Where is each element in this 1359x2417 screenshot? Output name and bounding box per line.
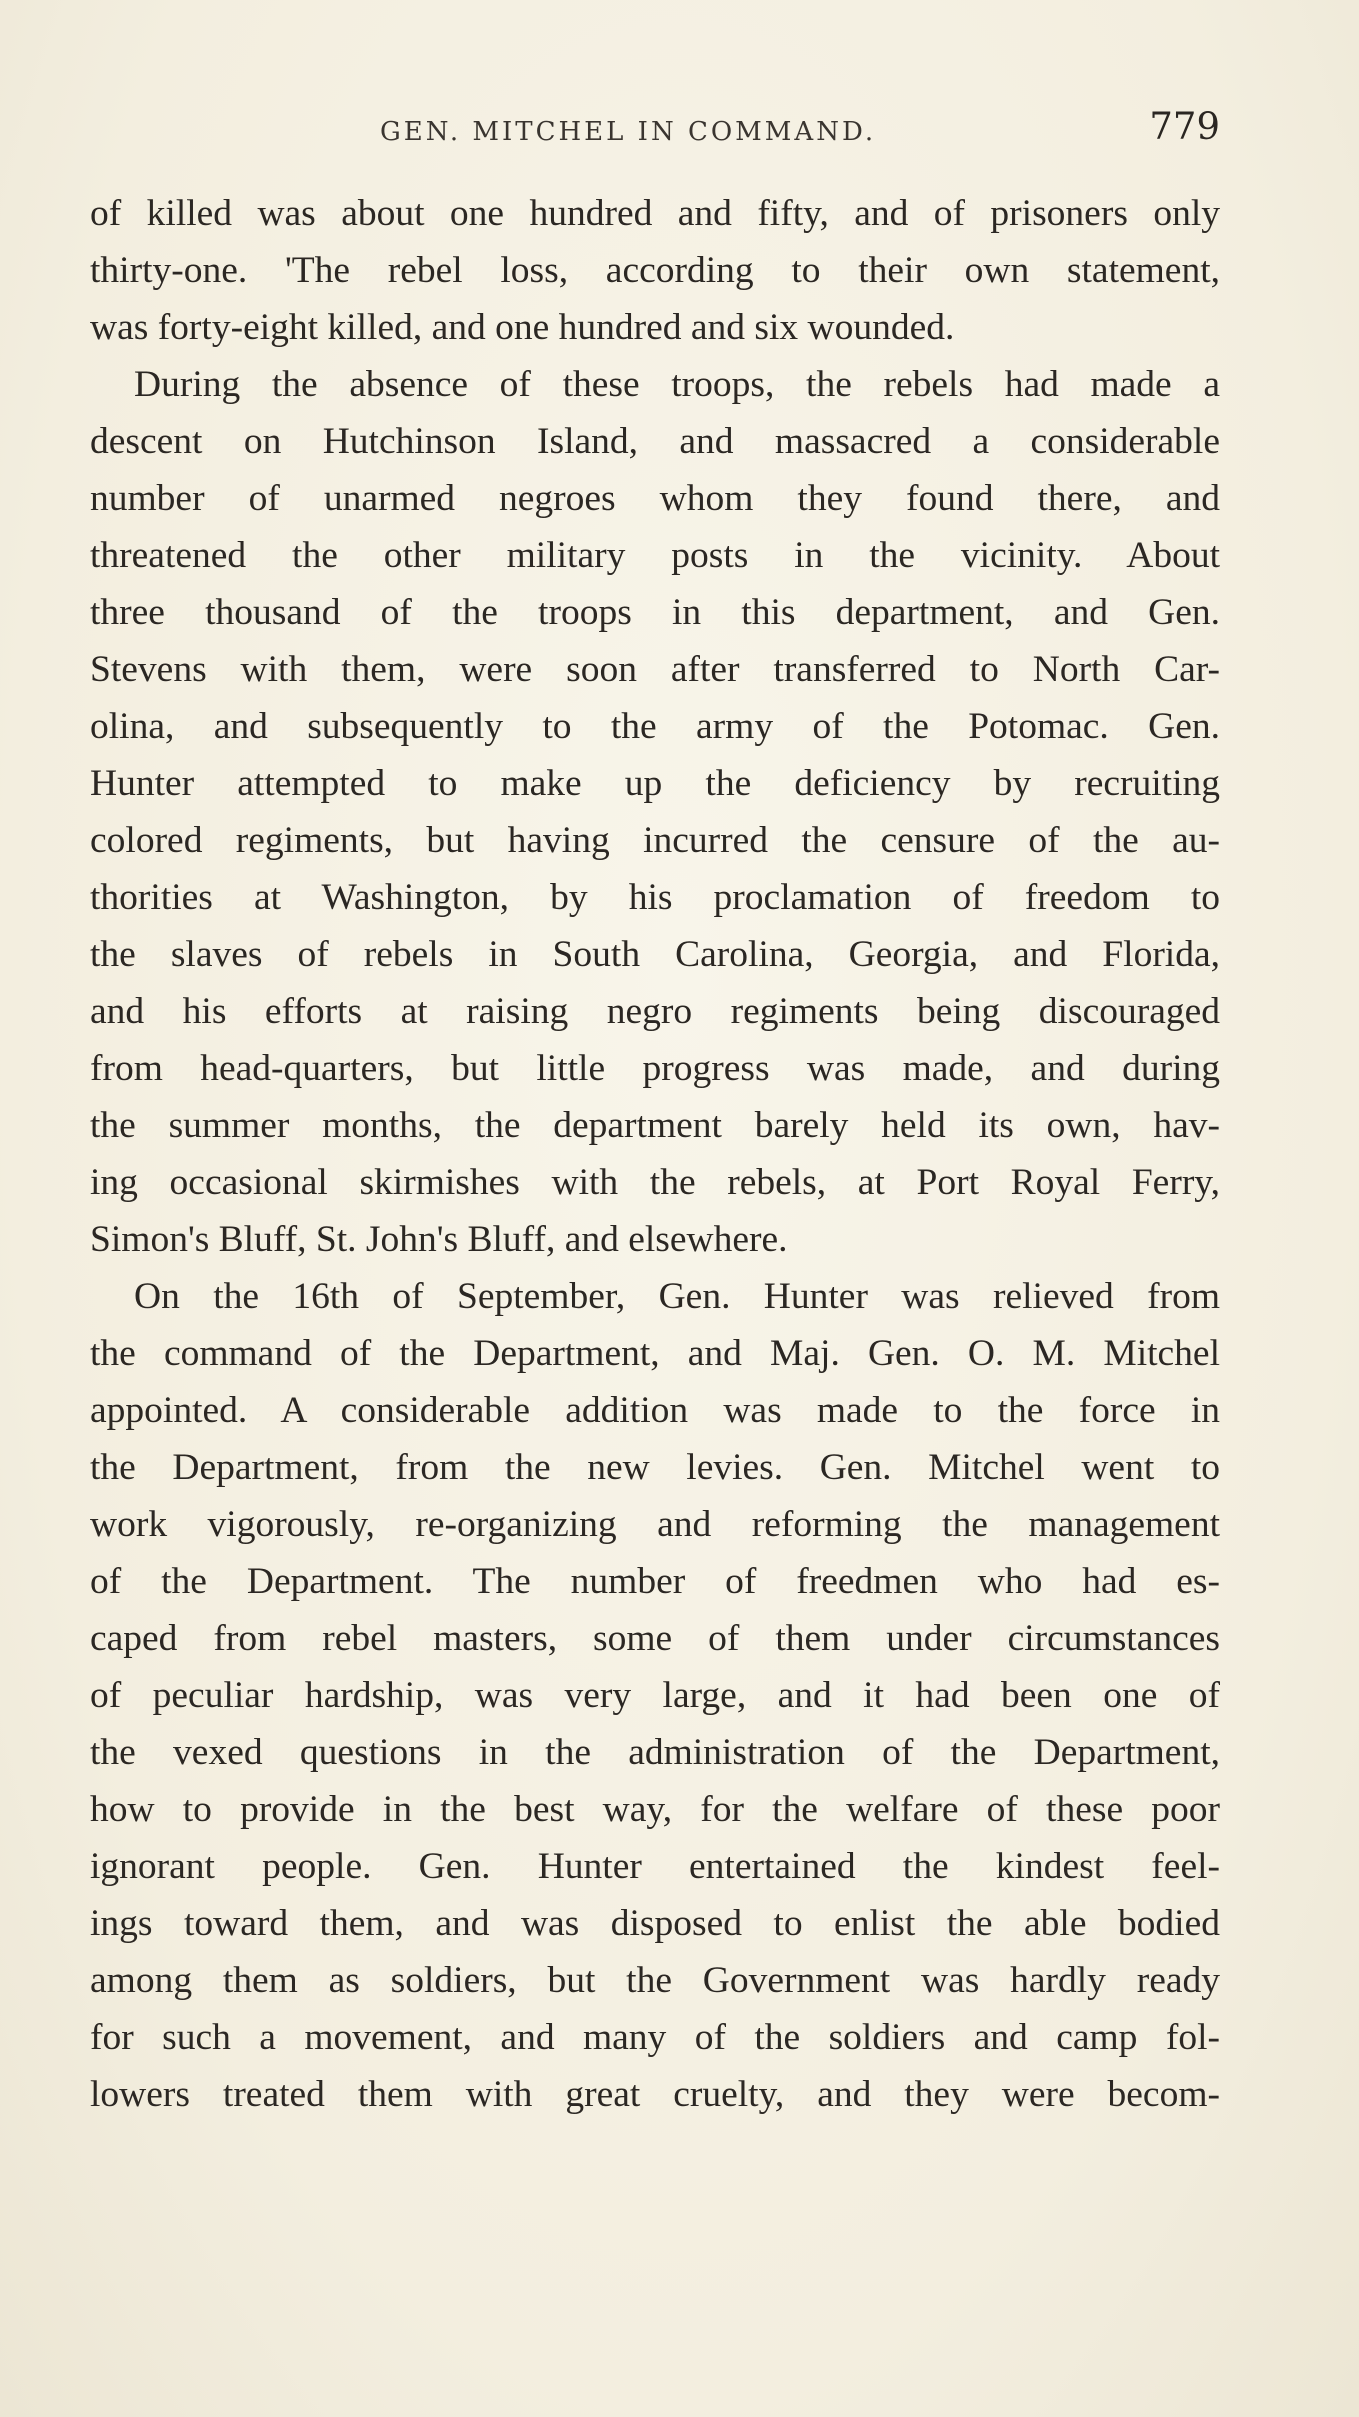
text-line: descent on Hutchinson Island, and massacred a considerable xyxy=(90,421,1220,462)
paragraph-3 xyxy=(90,1268,1220,2123)
text-line: On the 16th of September, Gen. Hunter was relieved from xyxy=(134,1276,1220,1317)
text-line: the Department, from the new levies. Gen. Mitchel went to xyxy=(90,1447,1220,1488)
text-line: from head-quarters, but little progress was made, and during xyxy=(90,1048,1220,1089)
paragraph-1 xyxy=(90,185,1220,356)
text-line: number of unarmed negroes whom they found there, and xyxy=(90,478,1220,519)
text-line: work vigorously, re-organizing and reforming the management xyxy=(90,1504,1220,1545)
text-line: the slaves of rebels in South Carolina, Georgia, and Florida, xyxy=(90,934,1220,975)
paragraph-2 xyxy=(90,356,1220,1268)
text-line: appointed. A considerable addition was made to the force in xyxy=(90,1390,1220,1431)
running-head: GEN. MITCHEL IN COMMAND. xyxy=(380,117,877,147)
text-line: and his efforts at raising negro regiments being discouraged xyxy=(90,991,1220,1032)
body-text xyxy=(90,185,1220,2123)
text-line: During the absence of these troops, the rebels had made a xyxy=(134,364,1220,405)
text-line: Stevens with them, were soon after transferred to North Car- xyxy=(90,649,1220,690)
text-line: the vexed questions in the administration of the Department, xyxy=(90,1732,1220,1773)
text-line: thirty-one. 'The rebel loss, according to their own statement, xyxy=(90,250,1220,291)
text-line: of killed was about one hundred and fifty, and of prisoners only xyxy=(90,193,1220,234)
text-line: ignorant people. Gen. Hunter entertained the kindest feel- xyxy=(90,1846,1220,1887)
text-line: colored regiments, but having incurred the censure of the au- xyxy=(90,820,1220,861)
page-number: 779 xyxy=(1149,105,1220,148)
page-header xyxy=(90,105,1220,165)
text-line: Hunter attempted to make up the deficiency by recruiting xyxy=(90,763,1220,804)
text-line: of peculiar hardship, was very large, and it had been one of xyxy=(90,1675,1220,1716)
text-line: thorities at Washington, by his proclamation of freedom to xyxy=(90,877,1220,918)
text-line: the summer months, the department barely held its own, hav- xyxy=(90,1105,1220,1146)
text-line: for such a movement, and many of the soldiers and camp fol- xyxy=(90,2017,1220,2058)
text-line: among them as soldiers, but the Government was hardly ready xyxy=(90,1960,1220,2001)
text-line: how to provide in the best way, for the welfare of these poor xyxy=(90,1789,1220,1830)
text-line: three thousand of the troops in this department, and Gen. xyxy=(90,592,1220,633)
text-line: ings toward them, and was disposed to enlist the able bodied xyxy=(90,1903,1220,1944)
text-line: olina, and subsequently to the army of the Potomac. Gen. xyxy=(90,706,1220,747)
text-line: caped from rebel masters, some of them under circumstances xyxy=(90,1618,1220,1659)
text-line: ing occasional skirmishes with the rebels, at Port Royal Ferry, xyxy=(90,1162,1220,1203)
text-line: threatened the other military posts in the vicinity. About xyxy=(90,535,1220,576)
text-line: Simon's Bluff, St. John's Bluff, and elsewhere. xyxy=(90,1219,788,1260)
text-line: was forty-eight killed, and one hundred and six wounded. xyxy=(90,307,955,348)
text-line: the command of the Department, and Maj. Gen. O. M. Mitchel xyxy=(90,1333,1220,1374)
text-line: lowers treated them with great cruelty, and they were becom- xyxy=(90,2074,1220,2115)
text-line: of the Department. The number of freedmen who had es- xyxy=(90,1561,1220,1602)
